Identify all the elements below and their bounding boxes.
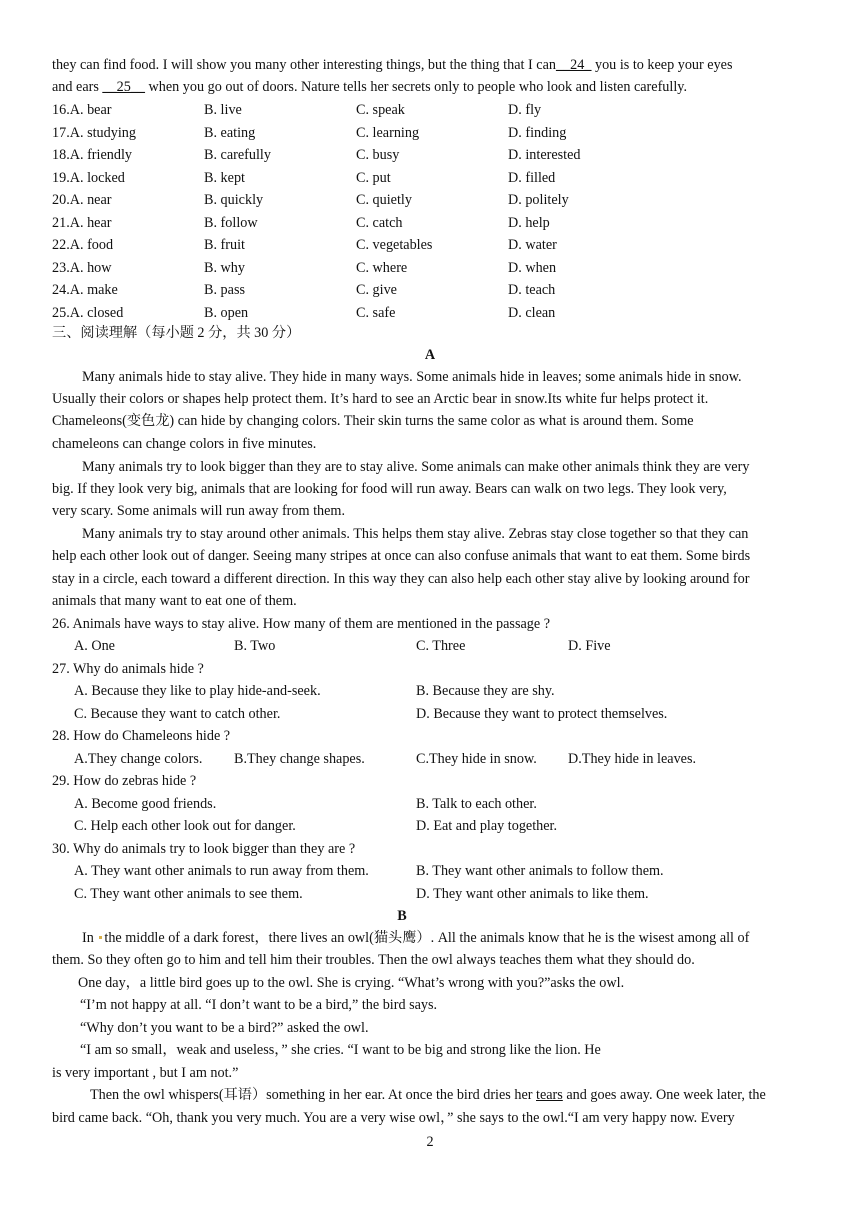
cloze-option[interactable]: C. quietly [356,192,412,208]
passage-b-text: In [82,930,98,946]
passage-a-line: animals that many want to eat one of them. [52,593,297,609]
answer-option[interactable]: B. Because they are shy. [416,683,555,699]
passage-b-text: Then the owl whispers(耳语）something in her ear. At once the bird dries her [90,1087,537,1103]
question-27: 27. Why do animals hide ? [52,661,204,677]
answer-option[interactable]: A.They change colors. [74,751,203,767]
section-heading: 三、阅读理解（每小题 2 分，共 30 分） [52,325,301,341]
cloze-line-2 [52,76,810,99]
cloze-option[interactable]: 18.A. friendly [52,147,132,163]
cloze-option[interactable]: D. help [508,214,550,231]
passage-b-line: them. So they often go to him and tell him their troubles. Then the owl always teaches them what they should do. [52,952,695,968]
question-29: 29. How do zebras hide ? [52,773,197,789]
cloze-option[interactable]: D. clean [508,304,556,321]
cloze-option[interactable]: B. why [204,259,245,276]
passage-a-label: A [424,347,436,363]
cloze-option[interactable]: B. fruit [204,237,245,253]
answer-option[interactable]: D.They hide in leaves. [568,751,697,767]
cloze-option[interactable]: D. teach [508,282,556,298]
cloze-option[interactable]: B. quickly [204,192,264,208]
cloze-option[interactable]: C. catch [356,214,403,231]
cloze-option[interactable]: D. when [508,259,557,276]
passage-b-label: B [397,908,407,924]
answer-option[interactable]: B. They want other animals to follow them. [416,863,664,879]
passage-a-line: stay in a circle, each toward a different direction. In this way they can also help each other stay alive by looking around for [52,571,750,587]
answer-option[interactable]: A. They want other animals to run away from them. [74,863,369,879]
cloze-option[interactable]: D. interested [508,147,581,163]
cloze-option[interactable]: 24.A. make [52,282,118,298]
passage-b-line [82,927,810,950]
passage-a-line: Many animals try to look bigger than they are to stay alive. Some animals can make other animals think they are very [82,459,750,475]
passage-b-line [90,1084,810,1107]
cloze-option[interactable]: C. learning [356,124,420,141]
passage-a-line: Many animals hide to stay alive. They hide in many ways. Some animals hide in leaves; some animals hide in snow. [82,369,742,385]
cloze-option[interactable]: C. put [356,169,391,186]
cloze-option[interactable]: C. safe [356,304,396,321]
passage-a-line: Chameleons(变色龙) can hide by changing colors. Their skin turns the same color as what is around them. Some [52,413,694,429]
question-28: 28. How do Chameleons hide ? [52,728,231,744]
underlined-word: tears [536,1087,563,1103]
passage-a-line: help each other look out of danger. Seeing many stripes at once can also confuse animals that want to eat them. Some birds [52,548,751,564]
answer-option[interactable]: C. They want other animals to see them. [74,886,303,902]
cloze-option[interactable]: 21.A. hear [52,214,112,231]
cloze-option[interactable]: 17.A. studying [52,124,136,141]
answer-option[interactable]: D. Because they want to protect themselves. [416,706,668,722]
cloze-option[interactable]: C. vegetables [356,237,433,253]
answer-option[interactable]: A. Become good friends. [74,796,217,812]
cloze-option[interactable]: B. pass [204,282,245,298]
cloze-line-1 [52,54,810,77]
page-number: 2 [426,1134,434,1150]
passage-a-line: chameleons can change colors in five minutes. [52,436,317,452]
blank-25: __25__ [102,79,145,95]
cloze-option[interactable]: D. politely [508,192,569,208]
cloze-option[interactable]: 23.A. how [52,259,112,276]
cloze-option[interactable]: D. filled [508,169,556,186]
answer-option[interactable]: A. One [74,638,115,654]
passage-b-text: the middle of a dark forest，there lives an owl(猫头鹰）. All the animals know that he is the wisest among all of [104,930,750,946]
answer-option[interactable]: B. Talk to each other. [416,796,537,812]
passage-a-line: Usually their colors or shapes help protect them. It’s hard to see an Arctic bear in snow.Its white fur helps protect it. [52,391,709,407]
cloze-text: and ears [52,79,103,95]
cloze-option[interactable]: C. busy [356,147,400,163]
passage-b-line: “I am so small，weak and useless，” she cries. “I want to be big and strong like the lion. He [80,1042,601,1058]
cloze-option[interactable]: 16.A. bear [52,102,112,118]
cloze-option[interactable]: B. open [204,304,249,321]
cloze-option[interactable]: 20.A. near [52,192,112,208]
passage-b-text: and goes away. One week later, the [562,1087,766,1103]
passage-a-line: big. If they look very big, animals that are looking for food will run away. Bears can walk on two legs. They look very, [52,481,727,497]
answer-option[interactable]: B.They change shapes. [234,751,365,767]
answer-option[interactable]: B. Two [234,638,276,654]
passage-b-line: “I’m not happy at all. “I don’t want to be a bird,” the bird says. [80,997,438,1013]
answer-option[interactable]: C. Because they want to catch other. [74,706,281,722]
passage-b-line: One day，a little bird goes up to the owl. She is crying. “What’s wrong with you?”asks the owl. [78,975,625,991]
passage-b-line: is very important , but I am not.” [52,1065,239,1081]
passage-a-line: Many animals try to stay around other animals. This helps them stay alive. Zebras stay close together so that they can [82,526,749,542]
answer-option[interactable]: D. Five [568,638,611,654]
cloze-option[interactable]: B. carefully [204,147,271,163]
answer-option[interactable]: C. Three [416,638,466,654]
passage-b-line: bird came back. “Oh, thank you very much. You are a very wise owl，” she says to the owl.“I am very happy now. Every [52,1110,735,1126]
cloze-option[interactable]: D. water [508,237,557,253]
cloze-option[interactable]: B. live [204,102,242,118]
answer-option[interactable]: C.They hide in snow. [416,751,537,767]
passage-b-line: “Why don’t you want to be a bird?” asked the owl. [80,1020,369,1036]
cloze-option[interactable]: 25.A. closed [52,304,124,321]
cloze-option[interactable]: C. where [356,259,408,276]
passage-a-line: very scary. Some animals will run away from them. [52,503,345,519]
cloze-option[interactable]: B. follow [204,214,258,231]
answer-option[interactable]: C. Help each other look out for danger. [74,818,296,834]
cloze-option[interactable]: C. give [356,282,397,298]
cloze-option[interactable]: C. speak [356,102,405,118]
cloze-option[interactable]: 22.A. food [52,237,114,253]
cloze-text: when you go out of doors. Nature tells her secrets only to people who look and listen carefully. [144,79,687,95]
cloze-text: you is to keep your eyes [591,57,733,73]
question-30: 30. Why do animals try to look bigger than they are ? [52,841,356,857]
blank-24: __24_ [555,57,592,73]
cloze-option[interactable]: D. fly [508,102,542,118]
cloze-option[interactable]: B. eating [204,124,256,141]
question-26: 26. Animals have ways to stay alive. How many of them are mentioned in the passage ? [52,616,551,632]
cloze-option[interactable]: B. kept [204,169,245,186]
answer-option[interactable]: A. Because they like to play hide-and-seek. [74,683,321,699]
answer-option[interactable]: D. They want other animals to like them. [416,886,649,902]
cloze-text: they can find food. I will show you many other interesting things, but the thing that I can [52,57,556,73]
stray-mark-icon [99,936,102,939]
answer-option[interactable]: D. Eat and play together. [416,818,558,834]
cloze-option[interactable]: 19.A. locked [52,169,125,186]
cloze-option[interactable]: D. finding [508,124,567,141]
